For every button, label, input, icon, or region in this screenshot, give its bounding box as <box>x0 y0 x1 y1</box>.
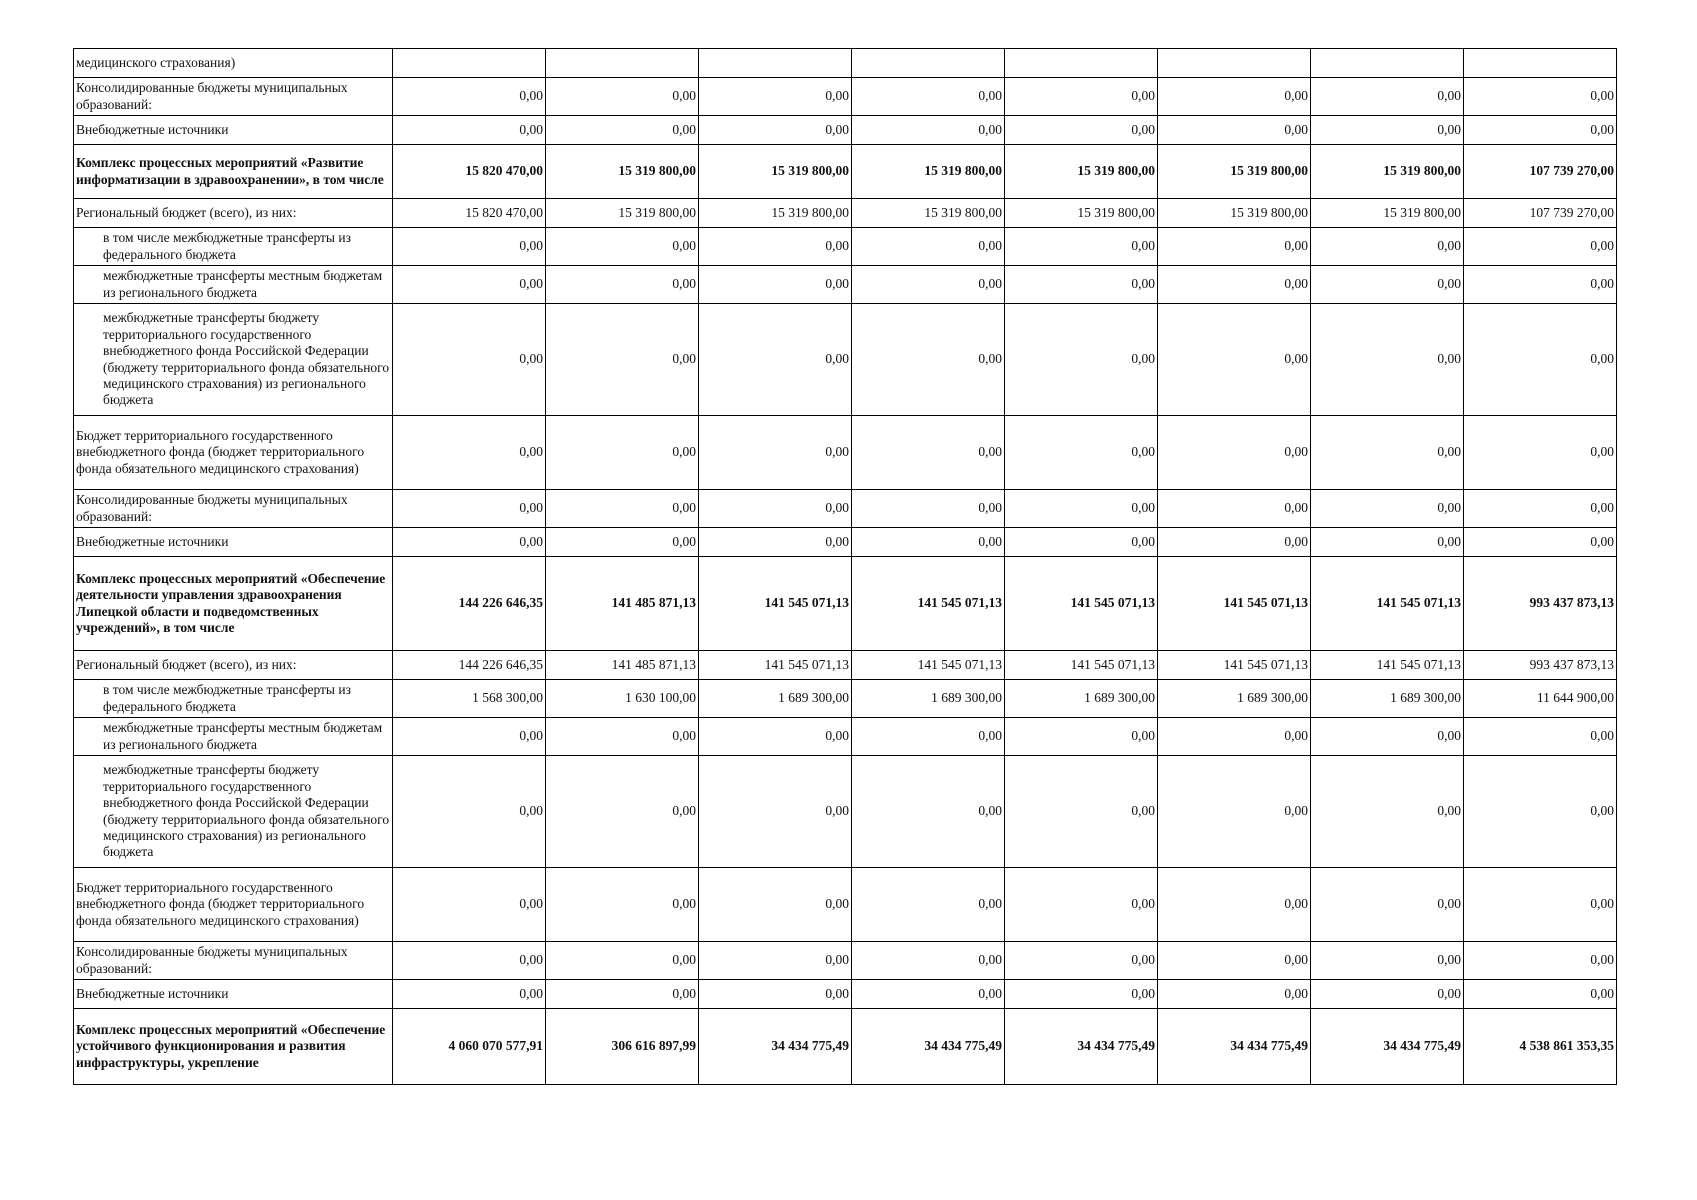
row-label: Бюджет территориального государственного внебюджетного фонда (бюджет территориального фонда обязательного медицинского страхования) <box>74 868 393 942</box>
value-cell: 0,00 <box>852 718 1005 756</box>
value-cell: 0,00 <box>1464 756 1617 868</box>
table-row <box>74 228 1617 266</box>
value-cell: 0,00 <box>1158 756 1311 868</box>
value-cell: 0,00 <box>1158 490 1311 528</box>
value-cell: 141 485 871,13 <box>546 651 699 680</box>
value-cell: 15 319 800,00 <box>1311 145 1464 199</box>
value-cell: 15 319 800,00 <box>546 199 699 228</box>
value-cell: 0,00 <box>699 304 852 416</box>
value-cell: 0,00 <box>393 528 546 557</box>
value-cell: 0,00 <box>699 266 852 304</box>
value-cell: 0,00 <box>393 980 546 1009</box>
value-cell: 0,00 <box>1005 490 1158 528</box>
value-cell: 0,00 <box>852 868 1005 942</box>
value-cell: 0,00 <box>1311 266 1464 304</box>
table-row <box>74 651 1617 680</box>
value-cell: 34 434 775,49 <box>1158 1009 1311 1085</box>
row-label: Внебюджетные источники <box>74 116 393 145</box>
value-cell: 0,00 <box>1464 416 1617 490</box>
value-cell: 107 739 270,00 <box>1464 145 1617 199</box>
table-row <box>74 756 1617 868</box>
value-cell: 34 434 775,49 <box>852 1009 1005 1085</box>
value-cell: 0,00 <box>852 416 1005 490</box>
value-cell: 0,00 <box>1005 304 1158 416</box>
value-cell: 0,00 <box>1158 942 1311 980</box>
value-cell: 0,00 <box>699 490 852 528</box>
row-label: межбюджетные трансферты бюджету территориального государственного внебюджетного фонда Российской Федерации (бюджету территориального фонда обязательного медицинского страхования) из регионального бюджета <box>74 756 393 868</box>
value-cell: 0,00 <box>1158 266 1311 304</box>
value-cell: 0,00 <box>852 116 1005 145</box>
table-row <box>74 116 1617 145</box>
value-cell: 0,00 <box>546 266 699 304</box>
value-cell: 141 545 071,13 <box>1005 651 1158 680</box>
value-cell: 0,00 <box>1005 756 1158 868</box>
table-row <box>74 78 1617 116</box>
table-row <box>74 680 1617 718</box>
value-cell: 0,00 <box>1311 528 1464 557</box>
row-label: в том числе межбюджетные трансферты из федерального бюджета <box>74 680 393 718</box>
value-cell: 141 545 071,13 <box>1158 651 1311 680</box>
value-cell: 0,00 <box>852 942 1005 980</box>
row-label: Региональный бюджет (всего), из них: <box>74 199 393 228</box>
value-cell: 0,00 <box>546 116 699 145</box>
value-cell: 0,00 <box>1464 78 1617 116</box>
value-cell: 0,00 <box>1158 868 1311 942</box>
value-cell: 0,00 <box>546 718 699 756</box>
value-cell: 993 437 873,13 <box>1464 557 1617 651</box>
table-row <box>74 557 1617 651</box>
value-cell: 0,00 <box>1464 528 1617 557</box>
value-cell: 0,00 <box>1311 304 1464 416</box>
value-cell: 0,00 <box>1005 528 1158 557</box>
table-row <box>74 528 1617 557</box>
value-cell: 0,00 <box>1464 980 1617 1009</box>
table-row <box>74 942 1617 980</box>
value-cell: 0,00 <box>1311 942 1464 980</box>
table-row <box>74 145 1617 199</box>
value-cell: 0,00 <box>393 942 546 980</box>
value-cell: 0,00 <box>699 416 852 490</box>
row-label: межбюджетные трансферты бюджету территориального государственного внебюджетного фонда Российской Федерации (бюджету территориального фонда обязательного медицинского страхования) из регионального бюджета <box>74 304 393 416</box>
value-cell: 0,00 <box>393 416 546 490</box>
value-cell: 0,00 <box>546 304 699 416</box>
value-cell: 0,00 <box>699 756 852 868</box>
value-cell: 0,00 <box>1158 980 1311 1009</box>
row-label: Консолидированные бюджеты муниципальных образований: <box>74 490 393 528</box>
value-cell: 0,00 <box>1464 304 1617 416</box>
value-cell: 141 545 071,13 <box>852 651 1005 680</box>
row-label: в том числе межбюджетные трансферты из федерального бюджета <box>74 228 393 266</box>
value-cell: 0,00 <box>546 942 699 980</box>
value-cell: 0,00 <box>1158 228 1311 266</box>
value-cell: 0,00 <box>852 756 1005 868</box>
value-cell: 0,00 <box>852 980 1005 1009</box>
value-cell: 1 689 300,00 <box>699 680 852 718</box>
value-cell: 141 545 071,13 <box>1311 557 1464 651</box>
document-page <box>73 48 1617 1085</box>
value-cell: 306 616 897,99 <box>546 1009 699 1085</box>
value-cell: 0,00 <box>1311 78 1464 116</box>
table-row <box>74 718 1617 756</box>
value-cell: 0,00 <box>1158 416 1311 490</box>
value-cell: 0,00 <box>1158 78 1311 116</box>
value-cell <box>1311 49 1464 78</box>
value-cell <box>852 49 1005 78</box>
value-cell: 0,00 <box>393 756 546 868</box>
value-cell: 1 568 300,00 <box>393 680 546 718</box>
value-cell: 1 689 300,00 <box>1005 680 1158 718</box>
value-cell: 144 226 646,35 <box>393 651 546 680</box>
table-row <box>74 868 1617 942</box>
table-row <box>74 266 1617 304</box>
row-label: Консолидированные бюджеты муниципальных образований: <box>74 78 393 116</box>
value-cell: 0,00 <box>852 78 1005 116</box>
value-cell: 0,00 <box>699 228 852 266</box>
value-cell: 0,00 <box>546 756 699 868</box>
value-cell: 4 538 861 353,35 <box>1464 1009 1617 1085</box>
value-cell: 1 630 100,00 <box>546 680 699 718</box>
value-cell: 15 319 800,00 <box>699 145 852 199</box>
value-cell: 15 820 470,00 <box>393 145 546 199</box>
value-cell: 0,00 <box>1311 490 1464 528</box>
value-cell: 107 739 270,00 <box>1464 199 1617 228</box>
value-cell <box>393 49 546 78</box>
value-cell: 0,00 <box>1464 942 1617 980</box>
value-cell: 11 644 900,00 <box>1464 680 1617 718</box>
value-cell: 1 689 300,00 <box>852 680 1005 718</box>
value-cell: 0,00 <box>546 416 699 490</box>
value-cell: 0,00 <box>1311 980 1464 1009</box>
value-cell: 4 060 070 577,91 <box>393 1009 546 1085</box>
value-cell: 141 545 071,13 <box>852 557 1005 651</box>
value-cell: 0,00 <box>1005 718 1158 756</box>
value-cell: 15 319 800,00 <box>852 199 1005 228</box>
value-cell: 0,00 <box>1158 116 1311 145</box>
value-cell: 0,00 <box>852 266 1005 304</box>
row-label: межбюджетные трансферты местным бюджетам из регионального бюджета <box>74 718 393 756</box>
table-row <box>74 980 1617 1009</box>
value-cell: 0,00 <box>1311 228 1464 266</box>
value-cell: 0,00 <box>1158 718 1311 756</box>
value-cell: 141 545 071,13 <box>1158 557 1311 651</box>
value-cell: 15 319 800,00 <box>1158 145 1311 199</box>
value-cell: 0,00 <box>393 266 546 304</box>
value-cell: 0,00 <box>1158 528 1311 557</box>
value-cell: 0,00 <box>852 228 1005 266</box>
value-cell: 15 319 800,00 <box>1005 145 1158 199</box>
value-cell: 0,00 <box>1311 868 1464 942</box>
value-cell <box>546 49 699 78</box>
value-cell: 0,00 <box>393 490 546 528</box>
value-cell: 144 226 646,35 <box>393 557 546 651</box>
value-cell: 0,00 <box>546 228 699 266</box>
value-cell: 34 434 775,49 <box>1005 1009 1158 1085</box>
budget-table <box>73 48 1617 1085</box>
value-cell: 0,00 <box>1005 266 1158 304</box>
value-cell: 0,00 <box>699 942 852 980</box>
value-cell: 0,00 <box>1311 416 1464 490</box>
value-cell: 0,00 <box>1005 980 1158 1009</box>
value-cell: 0,00 <box>1464 266 1617 304</box>
value-cell: 15 319 800,00 <box>1158 199 1311 228</box>
value-cell: 34 434 775,49 <box>1311 1009 1464 1085</box>
value-cell: 1 689 300,00 <box>1311 680 1464 718</box>
value-cell: 141 545 071,13 <box>1005 557 1158 651</box>
value-cell: 0,00 <box>393 78 546 116</box>
table-row <box>74 49 1617 78</box>
value-cell: 141 545 071,13 <box>699 557 852 651</box>
value-cell: 0,00 <box>699 116 852 145</box>
row-label: Внебюджетные источники <box>74 528 393 557</box>
table-row <box>74 199 1617 228</box>
value-cell: 0,00 <box>1005 868 1158 942</box>
value-cell: 15 319 800,00 <box>1311 199 1464 228</box>
value-cell: 0,00 <box>699 980 852 1009</box>
value-cell: 0,00 <box>1005 78 1158 116</box>
row-label: межбюджетные трансферты местным бюджетам из регионального бюджета <box>74 266 393 304</box>
value-cell: 0,00 <box>699 718 852 756</box>
value-cell: 0,00 <box>1311 116 1464 145</box>
value-cell: 0,00 <box>852 490 1005 528</box>
value-cell: 0,00 <box>546 868 699 942</box>
row-label: медицинского страхования) <box>74 49 393 78</box>
row-label: Внебюджетные источники <box>74 980 393 1009</box>
value-cell <box>1005 49 1158 78</box>
value-cell: 0,00 <box>852 304 1005 416</box>
table-row <box>74 490 1617 528</box>
row-label: Комплекс процессных мероприятий «Обеспечение деятельности управления здравоохранения Липецкой области и подведомственных учреждений», в том числе <box>74 557 393 651</box>
value-cell: 15 319 800,00 <box>546 145 699 199</box>
value-cell: 0,00 <box>393 718 546 756</box>
row-label: Консолидированные бюджеты муниципальных образований: <box>74 942 393 980</box>
value-cell: 0,00 <box>393 304 546 416</box>
value-cell: 0,00 <box>699 528 852 557</box>
value-cell: 0,00 <box>1005 228 1158 266</box>
row-label: Комплекс процессных мероприятий «Обеспечение устойчивого функционирования и развития инфраструктуры, укрепление <box>74 1009 393 1085</box>
table-row <box>74 416 1617 490</box>
value-cell <box>699 49 852 78</box>
row-label: Региональный бюджет (всего), из них: <box>74 651 393 680</box>
value-cell: 0,00 <box>546 528 699 557</box>
value-cell: 15 319 800,00 <box>1005 199 1158 228</box>
value-cell <box>1464 49 1617 78</box>
value-cell: 1 689 300,00 <box>1158 680 1311 718</box>
value-cell: 34 434 775,49 <box>699 1009 852 1085</box>
value-cell: 0,00 <box>1464 228 1617 266</box>
value-cell: 0,00 <box>393 116 546 145</box>
value-cell: 0,00 <box>546 78 699 116</box>
value-cell: 0,00 <box>1005 416 1158 490</box>
value-cell: 15 319 800,00 <box>852 145 1005 199</box>
value-cell: 0,00 <box>1311 718 1464 756</box>
value-cell: 0,00 <box>1311 756 1464 868</box>
value-cell: 0,00 <box>1005 116 1158 145</box>
value-cell: 0,00 <box>1464 868 1617 942</box>
value-cell: 141 545 071,13 <box>1311 651 1464 680</box>
value-cell: 0,00 <box>393 868 546 942</box>
value-cell: 0,00 <box>1464 490 1617 528</box>
value-cell: 0,00 <box>546 980 699 1009</box>
value-cell: 141 545 071,13 <box>699 651 852 680</box>
row-label: Комплекс процессных мероприятий «Развитие информатизации в здравоохранении», в том числе <box>74 145 393 199</box>
value-cell: 141 485 871,13 <box>546 557 699 651</box>
value-cell: 0,00 <box>699 78 852 116</box>
value-cell: 0,00 <box>1158 304 1311 416</box>
table-row <box>74 304 1617 416</box>
value-cell: 15 319 800,00 <box>699 199 852 228</box>
value-cell <box>1158 49 1311 78</box>
row-label: Бюджет территориального государственного внебюджетного фонда (бюджет территориального фонда обязательного медицинского страхования) <box>74 416 393 490</box>
value-cell: 0,00 <box>393 228 546 266</box>
value-cell: 0,00 <box>1464 718 1617 756</box>
value-cell: 0,00 <box>546 490 699 528</box>
value-cell: 15 820 470,00 <box>393 199 546 228</box>
value-cell: 0,00 <box>852 528 1005 557</box>
value-cell: 0,00 <box>1464 116 1617 145</box>
value-cell: 0,00 <box>699 868 852 942</box>
value-cell: 0,00 <box>1005 942 1158 980</box>
value-cell: 993 437 873,13 <box>1464 651 1617 680</box>
table-row <box>74 1009 1617 1085</box>
